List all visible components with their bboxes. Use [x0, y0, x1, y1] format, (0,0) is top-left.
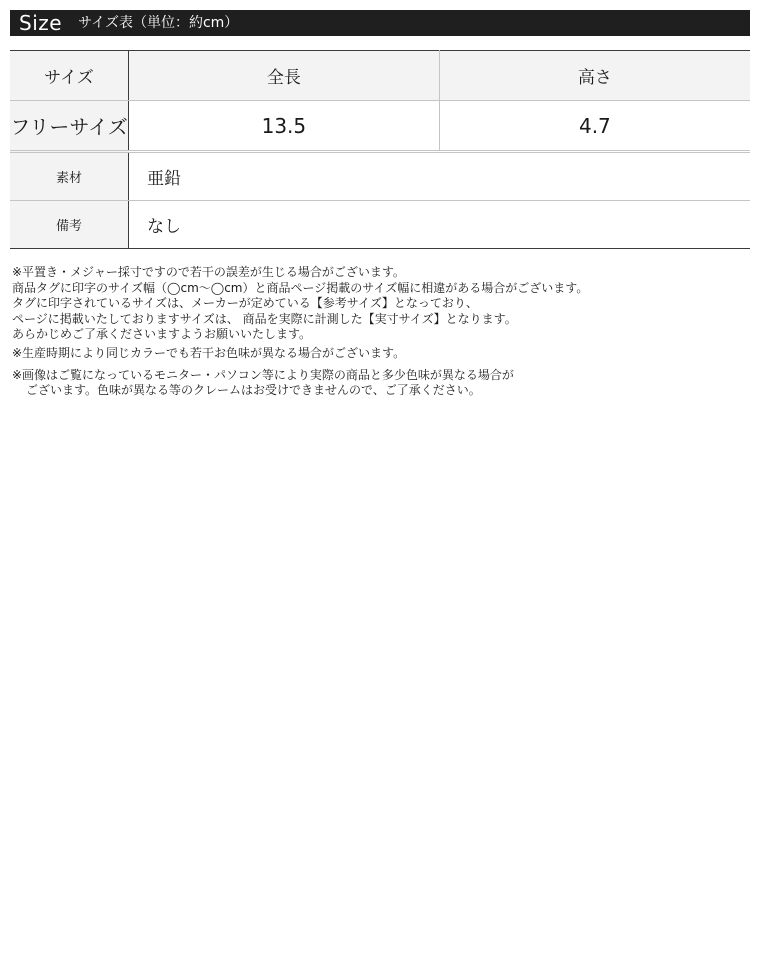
size-header-bar: [10, 10, 750, 36]
value-remarks: なし: [147, 217, 181, 237]
row-label-material: 素材: [10, 153, 129, 201]
note-color-variation: ※生産時期により同じカラーでも若干お色味が異なる場合がございます。: [12, 345, 406, 360]
size-subtitle: サイズ表（単位：約cm）: [78, 15, 239, 31]
note-size-tag-line-4: あらかじめご了承くださいますようお願いいたします。: [12, 327, 312, 342]
table-row: [10, 153, 750, 201]
table-row: [10, 101, 750, 152]
size-table-corner-label: サイズ: [10, 51, 129, 101]
table-row: [10, 201, 750, 249]
note-monitor-line-2: ございます。色味が異なる等のクレームはお受けできませんので、ご了承ください。: [26, 383, 481, 398]
note-size-tag-line-2: タグに印字されているサイズは、メーカーが定めている【参考サイズ】となっており、: [12, 296, 478, 311]
column-header-height: 高さ: [439, 51, 750, 101]
column-header-total-length: 全長: [129, 51, 440, 101]
note-monitor-line-1: ※画像はご覧になっているモニター・パソコン等により実際の商品と多少色味が異なる場合が: [12, 367, 514, 382]
row-label-free-size: フリーサイズ: [10, 101, 129, 152]
notes-section: [12, 265, 752, 399]
note-size-tag-line-1: 商品タグに印字のサイズ幅（◯cm〜◯cm）と商品ページ掲載のサイズ幅に相違がある場合がございます。: [12, 280, 589, 295]
info-table: [10, 153, 750, 249]
value-total-length: 13.5: [129, 101, 440, 152]
note-size-tag-line-3: ページに掲載いたしておりますサイズは、 商品を実際に計測した【実寸サイズ】となります。: [12, 311, 517, 326]
value-height: 4.7: [439, 101, 750, 152]
size-title: Size: [19, 11, 63, 35]
size-table-header-row: [10, 51, 750, 101]
note-measurement-error: ※平置き・メジャー採寸ですので若干の誤差が生じる場合がございます。: [12, 265, 405, 279]
size-table: [10, 50, 750, 153]
value-material: 亜鉛: [129, 153, 751, 201]
row-label-remarks: 備考: [10, 201, 129, 249]
